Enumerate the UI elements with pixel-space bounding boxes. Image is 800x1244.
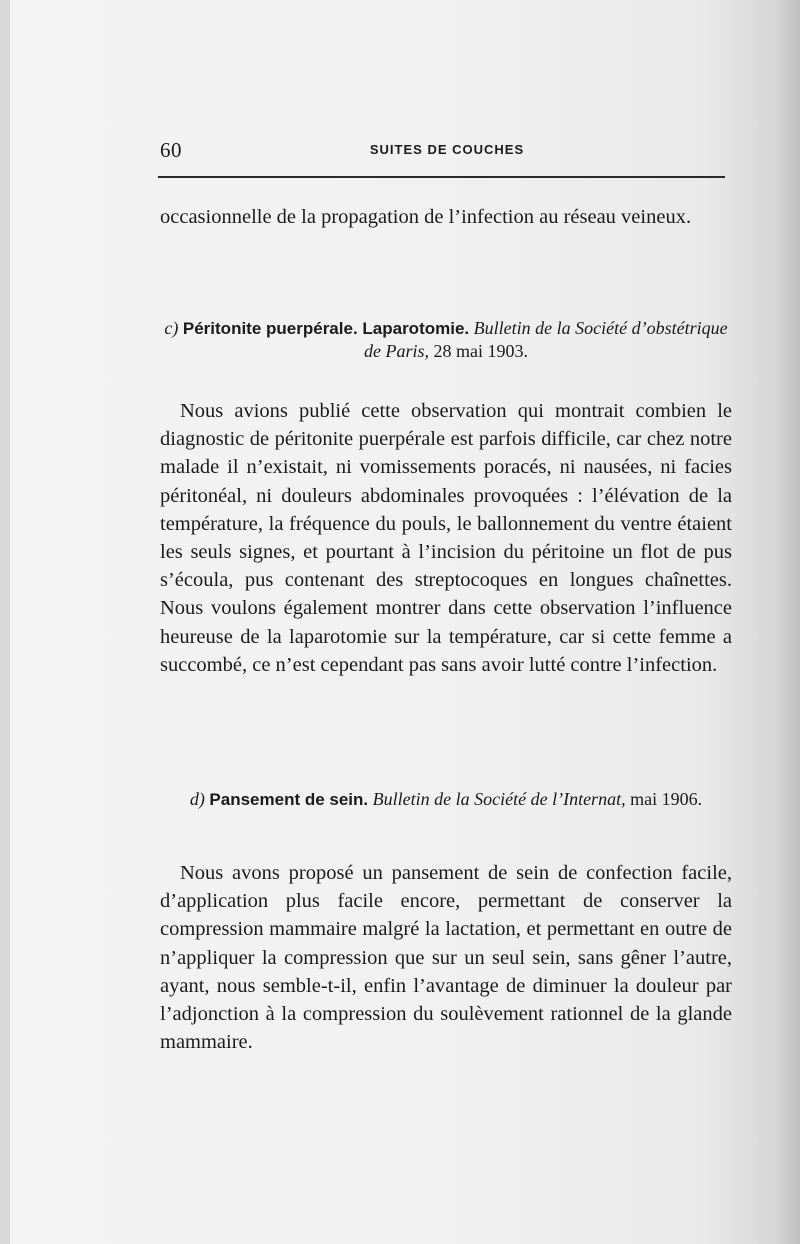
paragraph-text: Nous avions publié cette observation qui montrait combien le diagnostic de péritonite puerpérale est parfois difficile, car chez notre malade il n’existait, ni vomissements poracés, ni nausées, ni facies péritonéal, ni douleurs abdominales provoquées : l’élévation de la température, la fréquence du pouls, le ballonnement du ventre étaient les seuls signes, et pourtant à l’incision du péritoine un flot de pus s’écoula, pus contenant des streptocoques en longues chaînettes. Nous voulons également montrer dans cette observation l’influence heureuse de la laparotomie sur la température, car si cette femme a succombé, ce n’est cependant pas sans avoir lutté contre l’infection. <box>160 400 732 676</box>
section-heading-c <box>160 317 732 363</box>
section-letter: c) <box>164 318 179 338</box>
section-title: Pansement de sein. <box>209 790 369 809</box>
paragraph-text: Nous avons proposé un pansement de sein de confection facile, d’application plus facile encore, permettant de conserver la compression mammaire malgré la lactation, et permettant en outre de n’appliquer la compression que sur un seul sein, sans gêner l’autre, ayant, nous semble-t-il, enfin l’avantage de diminuer la douleur par l’adjonction à la compression du soulèvement rationnel de la glande mammaire. <box>160 862 732 1054</box>
section-heading-d <box>160 788 732 811</box>
intro-paragraph: occasionnelle de la propagation de l’infection au réseau veineux. <box>160 206 692 228</box>
running-title: SUITES DE COUCHES <box>369 142 525 157</box>
section-date: 28 mai 1903. <box>433 341 528 361</box>
section-date: mai 1906. <box>630 789 703 809</box>
section-letter: d) <box>189 789 205 809</box>
section-paragraph-d <box>160 859 732 1056</box>
section-bibliography: Bulletin de la Société de l’Internat, <box>372 789 626 809</box>
page-header <box>160 138 734 162</box>
section-title: Péritonite puerpérale. Laparotomie. <box>182 319 470 338</box>
header-rule <box>158 176 725 178</box>
page-number: 60 <box>160 138 182 162</box>
section-bibliography: Bulletin de la Société d’obstétrique de Paris, <box>364 318 728 361</box>
section-paragraph-c <box>160 397 732 679</box>
